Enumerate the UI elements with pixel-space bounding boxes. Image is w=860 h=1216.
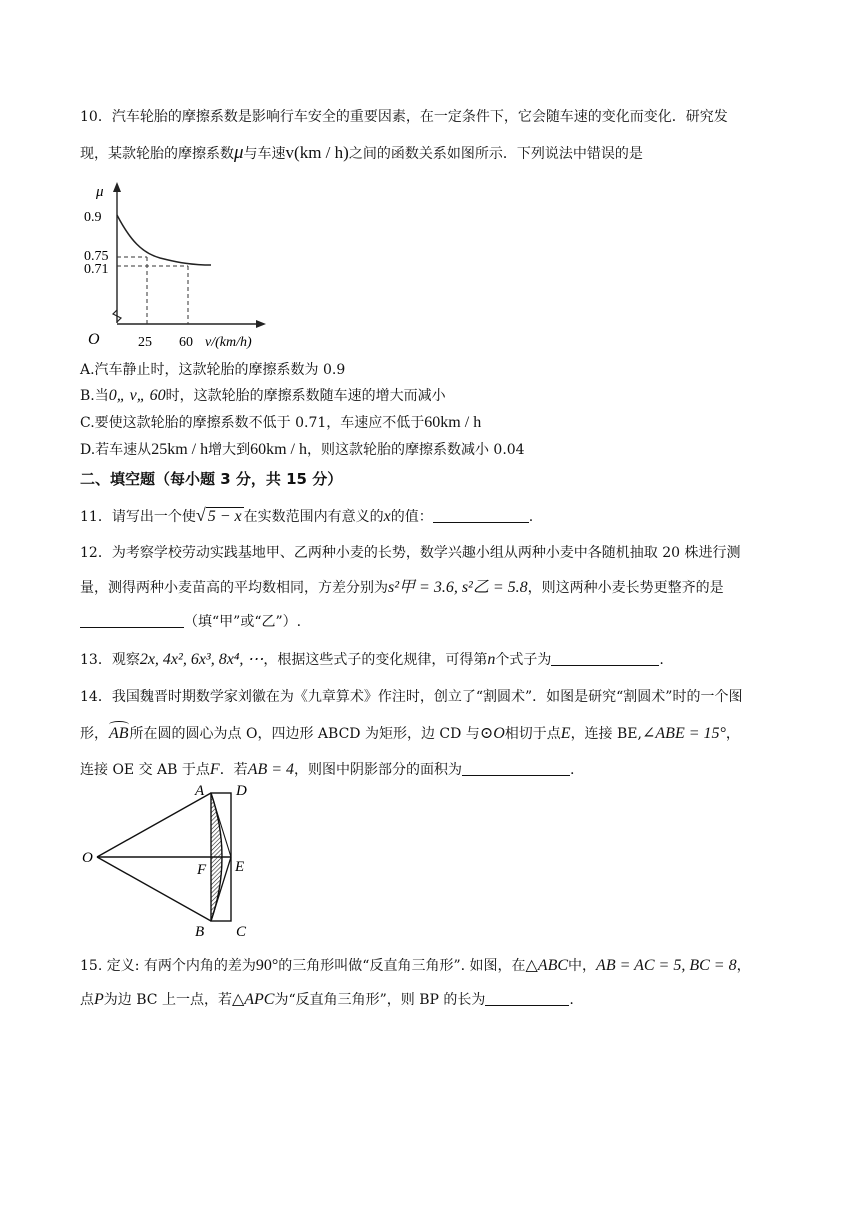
variance-expression: s²甲 = 3.6, s²乙 = 5.8 (388, 579, 528, 596)
q15-answer-blank[interactable] (485, 991, 569, 1006)
sqrt-sign: √ (195, 505, 206, 525)
sequence-expression: 2x, 4x², 6x³, 8x⁴, ⋯ (139, 651, 264, 668)
point-e: E (560, 725, 571, 742)
radicand: 5 − x (207, 508, 242, 525)
section-title: 二、填空题（每小题 3 分，共 15 分） (80, 470, 343, 488)
point-f: F (209, 761, 220, 778)
label-d: D (236, 783, 247, 799)
graph-xtick-0: 25 (138, 335, 152, 350)
q12-line2 (80, 578, 780, 598)
q10-line1 (80, 107, 780, 127)
arc-ab (108, 725, 130, 742)
label-b: B (195, 924, 205, 940)
graph-ytick-1: 0.75 (84, 249, 109, 264)
q14-end: . (570, 762, 575, 778)
q14-text-3b: ．若 (219, 762, 248, 778)
option-d-expr1: 25km / h (151, 441, 209, 458)
triangle-conditions: AB = AC = 5, BC = 8 (596, 957, 737, 974)
cutting-circle-figure (80, 778, 270, 940)
triangle-abc: △ABC (525, 957, 569, 974)
triangle-apc: △APC (231, 991, 275, 1008)
option-a-text: A.汽车静止时，这款轮胎的摩擦系数为 0.9 (80, 362, 346, 378)
q14-text-2d: ，连接 BE, (570, 726, 642, 742)
q10-option-c (80, 413, 780, 433)
ab-length: AB = 4 (247, 761, 295, 778)
q13-line (80, 650, 780, 670)
arc-mark (109, 721, 129, 728)
q11-text-a: 11．请写出一个使 (80, 509, 196, 525)
q15-text-1c: 中， (568, 958, 597, 974)
q14-text-2a: 形， (80, 726, 108, 742)
q14-line3 (80, 760, 780, 780)
q15-text-1a: 15. 定义: 有两个内角的差为 (80, 958, 256, 974)
q13-text-b: ，根据这些式子的变化规律，可得第 (263, 652, 488, 668)
option-b-text-b: 时，这款轮胎的摩擦系数随车速的增大而减小 (165, 388, 446, 404)
option-b-text-a: B.当 (80, 388, 109, 404)
q15-line2 (80, 990, 780, 1010)
point-p: P (94, 991, 104, 1008)
q11-answer-blank[interactable] (433, 508, 529, 523)
q12-text-1: 12．为考察学校劳动实践基地甲、乙两种小麦的长势，数学兴趣小组从两种小麦中各随机抽取 20 株进行测 (80, 545, 741, 561)
q11-text-c: 的值： (390, 509, 433, 525)
arc-label: AB (109, 725, 129, 742)
q12-text-2b: ，则这两种小麦长势更整齐的是 (527, 580, 724, 596)
q14-text-3a: 连接 OE 交 AB 于点 (80, 762, 210, 778)
label-o: O (82, 850, 93, 866)
q13-end: . (659, 652, 664, 668)
q14-line2 (80, 724, 780, 744)
graph-xtick-1: 60 (179, 335, 193, 350)
option-c-expr: 60km / h (424, 414, 482, 431)
label-c: C (236, 924, 247, 940)
option-d-text-c: ，则这款轮胎的摩擦系数减小 0.04 (306, 442, 525, 458)
q15-text-2c: 为“反直角三角形”，则 BP 的长为 (274, 992, 486, 1008)
q12-text-3: （填“甲”或“乙”）. (184, 614, 302, 630)
graph-ytick-0: 0.9 (84, 210, 102, 225)
graph-y-label: μ (96, 184, 104, 200)
label-f: F (197, 862, 207, 878)
q15-line1 (80, 956, 780, 976)
q10-option-b (80, 386, 780, 406)
q12-text-2a: 量，测得两种小麦苗高的平均数相同，方差分别为 (80, 580, 388, 596)
q10-option-d (80, 440, 780, 460)
angle-abe: ∠ABE = 15° (641, 725, 726, 742)
q15-text-1b: 的三角形叫做“反直角三角形”. 如图，在 (278, 958, 526, 974)
q12-line1 (80, 543, 780, 563)
option-d-text-a: D.若车速从 (80, 442, 152, 458)
option-b-expr: 0„ v„ 60 (108, 387, 166, 404)
q13-answer-blank[interactable] (551, 651, 659, 666)
friction-speed-graph (80, 178, 280, 352)
label-e: E (235, 859, 245, 875)
label-a: A (195, 783, 205, 799)
q14-text-1: 14．我国魏晋时期数学家刘徽在为《九章算术》作注时，创立了“割圆术”．如图是研究“割圆术”时的一个图 (80, 689, 743, 705)
q15-text-1d: ， (736, 958, 751, 974)
q11-text-b: 在实数范围内有意义的 (243, 509, 384, 525)
q13-text-a: 13．观察 (80, 652, 140, 668)
q11-end: . (528, 509, 534, 525)
graph-x-label: v/(km/h) (205, 335, 252, 350)
q14-text-2b: 所在圆的圆心为点 O，四边形 ABCD 为矩形，边 CD 与 (129, 726, 480, 742)
q11-line (80, 505, 780, 527)
q15-text-2b: 为边 BC 上一点，若 (103, 992, 232, 1008)
q10-line2 (80, 143, 780, 164)
ninety-degrees: 90° (255, 957, 279, 974)
q11-x: x (383, 508, 391, 525)
graph-ytick-2: 0.71 (84, 262, 109, 277)
q10-text-2a: 现，某款轮胎的摩擦系数 (80, 146, 234, 162)
option-d-text-b: 增大到 (208, 442, 251, 458)
q14-answer-blank[interactable] (462, 761, 570, 776)
mu-symbol: μ (234, 142, 244, 163)
q14-text-3c: ，则图中阴影部分的面积为 (294, 762, 463, 778)
q14-line1 (80, 687, 780, 707)
q15-text-2a: 点 (80, 992, 94, 1008)
q13-text-c: 个式子为 (495, 652, 552, 668)
option-c-text-a: C.要使这款轮胎的摩擦系数不低于 0.71，车速应不低于 (80, 415, 425, 431)
option-d-expr2: 60km / h (250, 441, 307, 458)
q10-text-2c: 之间的函数关系如图所示．下列说法中错误的是 (348, 146, 643, 162)
q12-answer-blank[interactable] (80, 613, 184, 628)
q10-text-2b: 与车速 (243, 146, 286, 162)
q14-text-2e: ， (725, 726, 740, 742)
q13-n: n (487, 651, 496, 668)
q15-end: . (569, 992, 574, 1008)
q10-option-a (80, 360, 780, 380)
speed-expression: v(km / h) (285, 143, 349, 162)
q14-text-2c: 相切于点 (504, 726, 561, 742)
graph-origin: O (88, 331, 100, 348)
circle-o: ⊙O (479, 725, 505, 742)
q10-text-1: 10．汽车轮胎的摩擦系数是影响行车安全的重要因素，在一定条件下，它会随车速的变化而变化．研究发 (80, 109, 728, 125)
q12-line3 (80, 612, 780, 632)
